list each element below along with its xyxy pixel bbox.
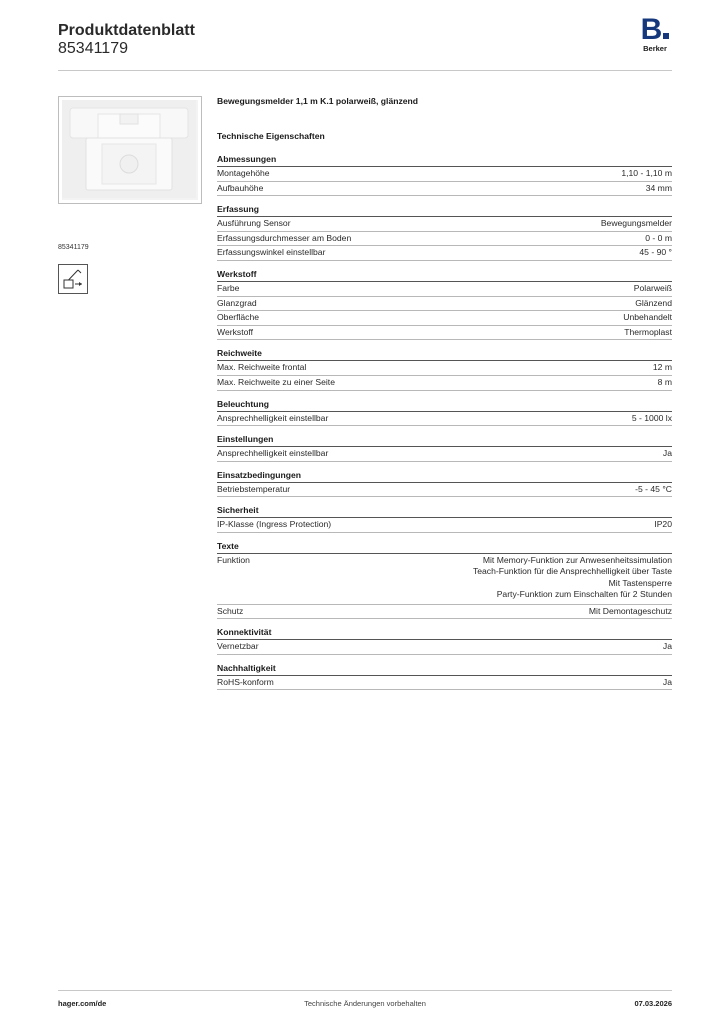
property-value: Mit Demontageschutz xyxy=(588,605,672,616)
section-title: Konnektivität xyxy=(217,626,672,640)
section-title: Werkstoff xyxy=(217,268,672,282)
property-label: Aufbauhöhe xyxy=(217,182,264,193)
section-title: Reichweite xyxy=(217,347,672,361)
property-row xyxy=(217,282,672,297)
section-title: Einsatzbedingungen xyxy=(217,469,672,483)
property-label: Ansprechhelligkeit einstellbar xyxy=(217,448,329,459)
property-value: Ja xyxy=(662,448,672,459)
property-label: Farbe xyxy=(217,282,240,293)
property-row xyxy=(217,311,672,326)
property-value: 1,10 - 1,10 m xyxy=(621,168,672,178)
section-title: Einstellungen xyxy=(217,433,672,447)
section-title: Texte xyxy=(217,540,672,554)
property-label: Glanzgrad xyxy=(217,297,257,308)
property-row xyxy=(217,326,672,341)
property-label: Montagehöhe xyxy=(217,168,270,178)
property-label: IP-Klasse (Ingress Protection) xyxy=(217,519,332,530)
property-row xyxy=(217,554,672,605)
property-row xyxy=(217,605,672,620)
motion-detector-image-icon xyxy=(62,100,198,200)
logo-dot xyxy=(663,33,669,39)
property-value: Polarweiß xyxy=(633,282,672,293)
property-row xyxy=(217,412,672,427)
property-row xyxy=(217,361,672,376)
property-label: Max. Reichweite frontal xyxy=(217,362,307,373)
property-label: Ausführung Sensor xyxy=(217,218,291,229)
motion-sensor-symbol-icon xyxy=(58,264,88,294)
property-value: Unbehandelt xyxy=(623,312,672,323)
property-row xyxy=(217,640,672,655)
property-value: IP20 xyxy=(654,519,672,530)
property-value: 34 mm xyxy=(645,182,672,193)
property-row xyxy=(217,376,672,391)
section xyxy=(217,540,672,619)
technical-data xyxy=(217,96,672,697)
property-row xyxy=(217,676,672,691)
section-title: Erfassung xyxy=(217,203,672,217)
page-header xyxy=(58,13,672,71)
section xyxy=(217,504,672,533)
property-value-line: Mit Tastensperre xyxy=(608,577,672,588)
property-label: Erfassungswinkel einstellbar xyxy=(217,247,326,258)
property-label: Betriebstemperatur xyxy=(217,483,291,494)
section xyxy=(217,662,672,691)
property-label: Vernetzbar xyxy=(217,641,259,652)
property-row xyxy=(217,483,672,498)
document-number: 85341179 xyxy=(58,40,128,57)
footer-notice: Technische Änderungen vorbehalten xyxy=(304,999,426,1008)
property-value: Bewegungsmelder xyxy=(600,218,672,229)
property-label: Erfassungsdurchmesser am Boden xyxy=(217,232,352,243)
properties-heading: Technische Eigenschaften xyxy=(217,131,325,141)
property-value: 45 - 90 ° xyxy=(639,247,672,258)
property-row xyxy=(217,217,672,232)
footer-date: 07.03.2026 xyxy=(634,999,672,1008)
logo-letter-text: B xyxy=(640,13,663,46)
section-title: Beleuchtung xyxy=(217,398,672,412)
page-footer xyxy=(58,990,672,1011)
property-value: 5 - 1000 lx xyxy=(631,412,672,423)
property-label: Werkstoff xyxy=(217,326,253,337)
section-title: Abmessungen xyxy=(217,153,672,167)
property-row xyxy=(217,167,672,182)
product-title: Bewegungsmelder 1,1 m K.1 polarweiß, glänzend xyxy=(217,96,419,106)
property-label: Funktion xyxy=(217,554,250,565)
berker-logo xyxy=(638,13,672,53)
property-row xyxy=(217,518,672,533)
property-value xyxy=(473,555,672,601)
property-label: Max. Reichweite zu einer Seite xyxy=(217,376,335,387)
section xyxy=(217,433,672,462)
property-value: 8 m xyxy=(657,376,672,387)
section-title: Nachhaltigkeit xyxy=(217,662,672,676)
section-title: Sicherheit xyxy=(217,504,672,518)
section xyxy=(217,268,672,340)
property-row xyxy=(217,447,672,462)
property-value-line: Party-Funktion zum Einschalten für 2 Stunden xyxy=(496,589,672,600)
property-value: Thermoplast xyxy=(624,326,672,337)
property-row xyxy=(217,297,672,312)
section xyxy=(217,203,672,261)
property-row xyxy=(217,246,672,261)
property-label: Oberfläche xyxy=(217,312,260,323)
property-label: Schutz xyxy=(217,605,244,616)
property-value: 0 - 0 m xyxy=(645,232,672,243)
product-number-caption: 85341179 xyxy=(58,244,89,251)
section xyxy=(217,626,672,655)
property-value: Glänzend xyxy=(635,297,672,308)
property-label: Ansprechhelligkeit einstellbar xyxy=(217,412,329,423)
product-image xyxy=(58,96,202,204)
property-value: -5 - 45 °C xyxy=(635,483,672,494)
property-value: 12 m xyxy=(652,362,672,373)
property-row xyxy=(217,182,672,197)
logo-letter xyxy=(638,13,672,46)
section xyxy=(217,347,672,390)
logo-brand: Berker xyxy=(643,44,667,53)
property-value: Ja xyxy=(662,676,672,687)
property-value: Ja xyxy=(662,641,672,652)
property-sections xyxy=(217,153,672,690)
section xyxy=(217,398,672,427)
section xyxy=(217,469,672,498)
property-label: RoHS-konform xyxy=(217,676,274,687)
section xyxy=(217,153,672,196)
property-value-line: Teach-Funktion für die Ansprechhelligkeit über Taste xyxy=(472,566,672,577)
property-row xyxy=(217,232,672,247)
document-title: Produktdatenblatt xyxy=(58,22,195,39)
footer-website: hager.com/de xyxy=(58,999,107,1008)
property-value-line: Mit Memory-Funktion zur Anwesenheitssimulation xyxy=(482,554,672,565)
